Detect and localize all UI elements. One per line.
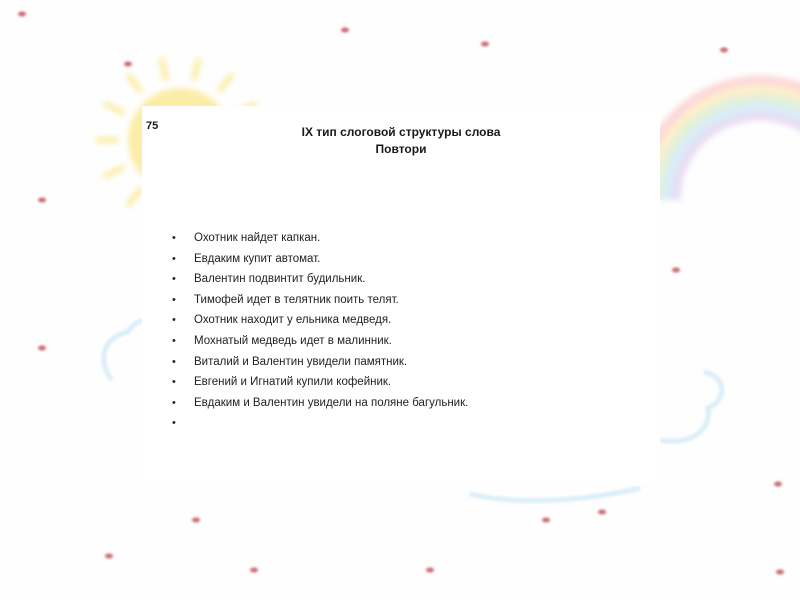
sentence-text: Евдаким и Валентин увидели на поляне багульник. <box>194 396 469 409</box>
sentence-text: Тимофей идет в телятник поить телят. <box>194 293 399 306</box>
bullet-icon: • <box>172 417 176 430</box>
list-item <box>172 290 468 311</box>
confetti-dot <box>672 268 680 273</box>
list-item <box>172 228 468 249</box>
bullet-icon: • <box>172 355 176 368</box>
confetti-dot <box>720 48 728 53</box>
slide-title <box>142 124 660 158</box>
list-item <box>172 249 468 270</box>
confetti-dot <box>38 346 46 351</box>
sun-ray <box>162 60 166 78</box>
bullet-icon: • <box>172 376 176 389</box>
confetti-dot <box>124 62 132 67</box>
sentence-text: Евдаким купит автомат. <box>194 252 321 265</box>
confetti-dot <box>192 518 200 523</box>
rainbow-decoration <box>640 80 800 200</box>
list-item <box>172 372 468 393</box>
bullet-icon: • <box>172 273 176 286</box>
sun-ray <box>194 60 198 78</box>
slide-title-line-1: IX тип слоговой структуры слова <box>301 125 501 139</box>
sentence-text: Охотник находит у ельника медведя. <box>194 314 392 327</box>
slide-title-line-2: Повтори <box>375 142 427 156</box>
list-item <box>172 331 468 352</box>
sentence-text: Валентин подвинтит будильник. <box>194 273 366 286</box>
list-item <box>172 352 468 373</box>
sun-ray <box>106 168 122 176</box>
confetti-dot <box>481 42 489 47</box>
confetti-dot <box>542 518 550 523</box>
confetti-dot <box>105 554 113 559</box>
confetti-dot <box>18 12 26 17</box>
sentence-text: Евгений и Игнатий купили кофейник. <box>194 376 392 389</box>
confetti-dot <box>426 568 434 573</box>
list-item <box>172 310 468 331</box>
bullet-icon: • <box>172 232 176 244</box>
sun-ray <box>220 76 231 90</box>
confetti-dot <box>341 28 349 33</box>
bullet-icon: • <box>172 252 176 265</box>
sun-ray <box>129 76 140 90</box>
confetti-dot <box>38 198 46 203</box>
bullet-icon: • <box>172 396 176 409</box>
confetti-dot <box>598 510 606 515</box>
sun-ray <box>129 190 140 204</box>
sentence-text: Мохнатый медведь идет в малинник. <box>194 334 392 347</box>
confetti-dot <box>776 570 784 575</box>
list-item <box>172 393 468 414</box>
sentence-text: Охотник найдет капкан. <box>194 232 321 244</box>
slide-number: 75 <box>146 120 159 132</box>
slide-card <box>142 106 660 486</box>
list-item <box>172 269 468 290</box>
sentence-list <box>172 228 468 434</box>
list-item <box>172 413 468 434</box>
confetti-dot <box>774 482 782 487</box>
sentence-text: Виталий и Валентин увидели памятник. <box>194 355 408 368</box>
confetti-dot <box>250 568 258 573</box>
bullet-icon: • <box>172 293 176 306</box>
bullet-icon: • <box>172 314 176 327</box>
bullet-icon: • <box>172 334 176 347</box>
sun-ray <box>106 104 122 112</box>
